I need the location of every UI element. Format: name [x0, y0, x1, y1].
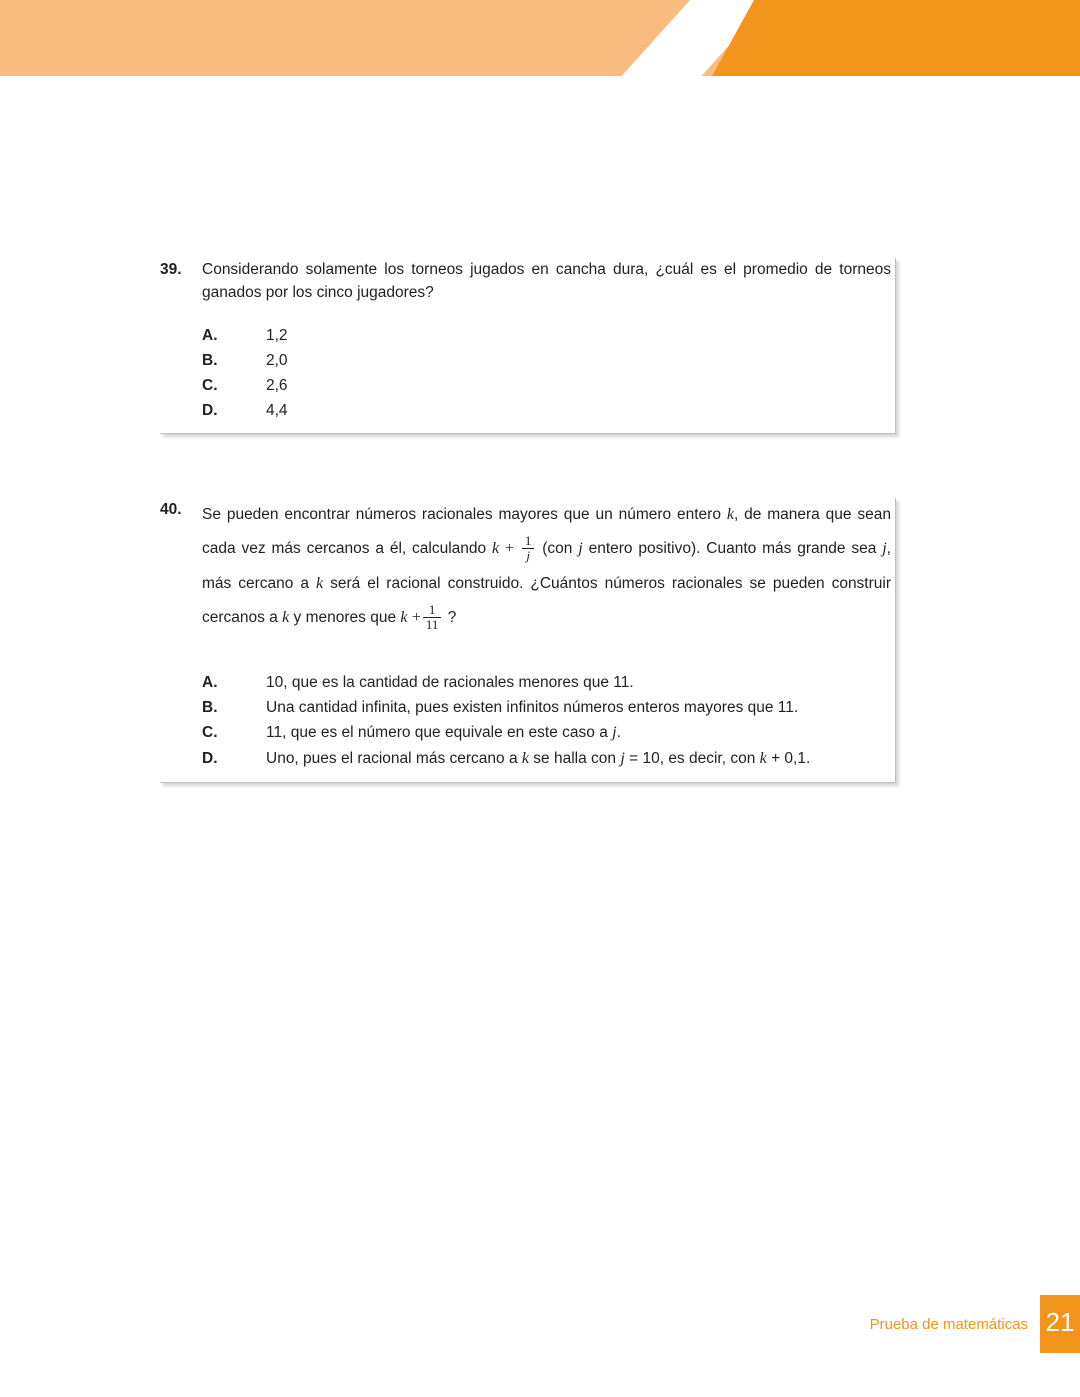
stem-var-k-4: k	[282, 609, 290, 627]
option-d-post: + 0,1.	[766, 749, 811, 767]
stem-var-j-1: j	[578, 540, 583, 558]
option-letter: D.	[202, 401, 218, 419]
option-letter: C.	[202, 376, 218, 394]
option-row[interactable]	[202, 323, 895, 348]
option-letter: D.	[202, 749, 218, 767]
stem-var-k-5: k	[400, 609, 408, 627]
option-text: 10, que es la cantidad de racionales menores que 11.	[266, 673, 634, 691]
option-text: 2,6	[266, 376, 288, 394]
option-letter: B.	[202, 698, 218, 716]
option-d-var-k-1: k	[521, 749, 529, 767]
stem-text-8: ?	[447, 609, 457, 627]
stem-operator-plus-1: +	[505, 540, 515, 558]
option-text: 2,0	[266, 351, 288, 369]
option-row[interactable]	[202, 373, 895, 398]
option-letter: A.	[202, 673, 218, 691]
question-39-number: 39.	[160, 261, 182, 278]
option-d-mid-1: se halla con	[529, 749, 621, 767]
option-c-pre: 11, que es el número que equivale en este caso a	[266, 723, 613, 741]
fraction-numerator: 1	[524, 533, 532, 549]
fraction-denominator: j	[522, 548, 535, 563]
question-39-header	[160, 258, 895, 305]
stem-text-5: , más cercano a	[202, 540, 891, 592]
option-d-var-k-2: k	[759, 749, 767, 767]
stem-var-k-3: k	[316, 574, 324, 592]
stem-var-k-1: k	[726, 506, 734, 523]
option-c-post: .	[616, 723, 621, 741]
option-row[interactable]	[202, 720, 895, 746]
page-footer	[870, 1295, 1080, 1353]
fraction-one-over-eleven	[423, 603, 442, 631]
option-c-var-j: j	[612, 723, 617, 741]
option-row[interactable]	[202, 695, 895, 720]
fraction-one-over-j	[522, 534, 535, 562]
question-40-stem	[202, 498, 895, 636]
option-d-mid-2: = 10, es decir, con	[624, 749, 760, 767]
fraction-numerator: 1	[428, 601, 436, 617]
question-40-header	[160, 498, 895, 636]
footer-label: Prueba de matemáticas	[869, 1315, 1028, 1333]
page-number-tab: 21	[1040, 1295, 1080, 1353]
option-text-c	[266, 720, 621, 746]
question-40-panel	[160, 498, 896, 783]
stem-text-4: entero positivo). Cuanto más grande sea	[582, 540, 883, 558]
stem-var-k-2: k	[492, 540, 500, 558]
option-text-d	[266, 746, 810, 772]
fraction-denominator: 11	[423, 617, 442, 632]
stem-var-j-2: j	[882, 540, 887, 558]
option-letter: C.	[202, 723, 218, 741]
option-row[interactable]	[202, 746, 895, 772]
option-letter: A.	[202, 326, 218, 344]
option-row[interactable]	[202, 348, 895, 373]
stem-text-1: Se pueden encontrar números racionales mayores que un número entero	[202, 506, 727, 523]
option-row[interactable]	[202, 398, 895, 423]
option-letter: B.	[202, 351, 218, 369]
option-row[interactable]	[202, 670, 895, 695]
question-39-options	[160, 323, 895, 423]
stem-text-2: , de manera que sean cada vez más cercanos a él, calculando	[202, 506, 891, 558]
option-text: Una cantidad infinita, pues existen infinitos números enteros mayores que 11.	[266, 698, 799, 716]
stem-text-3: (con	[542, 540, 579, 558]
question-40-options	[160, 670, 895, 772]
option-text: 4,4	[266, 401, 288, 419]
option-d-pre: Uno, pues el racional más cercano a	[266, 749, 522, 767]
question-39-stem: Considerando solamente los torneos jugados en cancha dura, ¿cuál es el promedio de torneos ganados por los cinco jugadores?	[202, 261, 891, 302]
option-d-var-j: j	[620, 749, 625, 767]
stem-operator-plus-2: +	[411, 609, 421, 627]
question-39-panel	[160, 258, 896, 434]
question-40-number: 40.	[160, 501, 182, 518]
question-40	[160, 498, 896, 783]
option-text: 1,2	[266, 326, 288, 344]
question-39	[160, 258, 896, 434]
stem-text-6: será el racional construido. ¿Cuántos números racionales se pueden construir cercanos a	[202, 574, 892, 627]
stem-text-7: y menores que	[289, 609, 401, 627]
